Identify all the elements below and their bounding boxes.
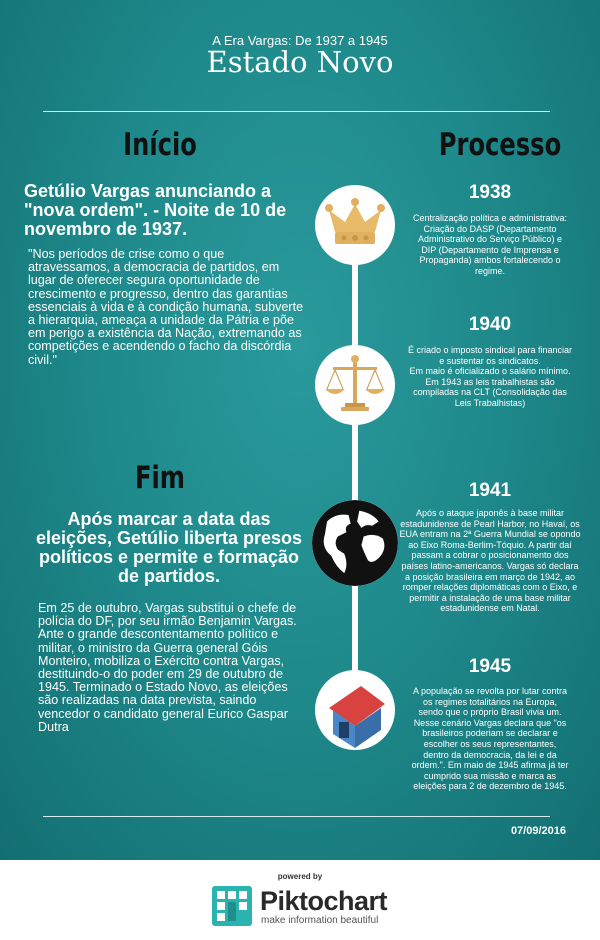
fim-heading: Fim	[134, 460, 185, 496]
piktochart-name: Piktochart	[260, 886, 388, 916]
timeline-line	[352, 210, 358, 700]
event-text: Após o ataque japonês à base militar estadunidense de Pearl Harbor, no Havaí, os EUA entram na 2ª Guerra Mundial se opondo ao Eixo Roma-Berlim-Tóquio. A partir daí passam a cobrar o posicionamento dos países latino-americanos. Vargas só declara a posição brasileira em março de 1942, ao romper relações diplomáticas com o Eixo, e permitir a instalação de uma base militar estadunidense em Natal.	[399, 508, 581, 614]
publish-date: 07/09/2016	[510, 825, 566, 837]
crown-icon	[315, 185, 395, 265]
fim-text: Em 25 de outubro, Vargas substitui o chefe de polícia do DF, por seu irmão Benjamin Vargas. Ante o grande descontentamento político e militar, o ministro da Guerra general Góis Monteiro, mobiliza o Exército contra Vargas, destituindo-o do poder em 29 de outubro de 1945. Terminado o Estado Novo, as eleições são realizadas na data prevista, saindo vencedor o candidato general Eurico Gaspar Dutra	[38, 601, 297, 734]
inicio-heading: Início	[123, 127, 197, 163]
page-subtitle: A Era Vargas: De 1937 a 1945	[212, 33, 388, 48]
event-year: 1941	[468, 480, 512, 501]
fim-lead: Após marcar a data das eleições, Getúlio liberta presos políticos e permite e formação de partidos.	[35, 509, 303, 586]
event-text: A população se revolta por lutar contra os regimes totalitários na Europa, sendo que o próprio Brasil vivia um. Nesse cenário Vargas declara que "os brasileiros poderiam se declarar e escolher os seus representantes, dentro da democracia, da lei e da ordem.". Em maio de 1945 afirma já ter cumprido sua missão e marca as eleições para 2 de dezembro de 1945.	[411, 686, 569, 792]
piktochart-logo-icon	[210, 884, 254, 928]
event-text: É criado o imposto sindical para financiar e sustentar os sindicatos. Em maio é oficializado o salário mínimo. Em 1943 as leis trabalhistas são compiladas na CLT (Consolidação das Leis Trabalhistas)	[407, 345, 573, 408]
scales-icon	[315, 345, 395, 425]
piktochart-brand[interactable]	[210, 884, 410, 928]
inicio-lead: Getúlio Vargas anunciando a "nova ordem". - Noite de 10 de novembro de 1937.	[24, 181, 287, 239]
event-year: 1938	[468, 182, 512, 203]
top-divider	[43, 111, 550, 112]
page-title: Estado Novo	[206, 45, 394, 79]
bottom-divider	[43, 816, 550, 817]
powered-by-label: powered by	[277, 872, 323, 881]
event-year: 1945	[468, 656, 512, 677]
house-icon	[315, 670, 395, 750]
inicio-quote: "Nos períodos de crise como o que atravessamos, a democracia de partidos, em lugar de oferecer segura oportunidade de crescimento e progresso, dentro das garantias essenciais à vida e à condição humana, subverte a hierarquia, ameaça a unidade da Pátria e põe em perigo a existência da Nação, extremando as competições e acendendo o facho da discórdia civil."	[28, 247, 304, 367]
event-year: 1940	[468, 314, 512, 335]
processo-heading: Processo	[438, 127, 562, 163]
piktochart-tagline: make information beautiful	[261, 915, 379, 926]
event-text: Centralização política e administrativa: Criação do DASP (Departamento Administrativo do Serviço Público) e DIP (Departamento de Imprensa e Propaganda) ambos fortalecendo o regime.	[412, 213, 568, 276]
globe-icon	[312, 500, 398, 586]
